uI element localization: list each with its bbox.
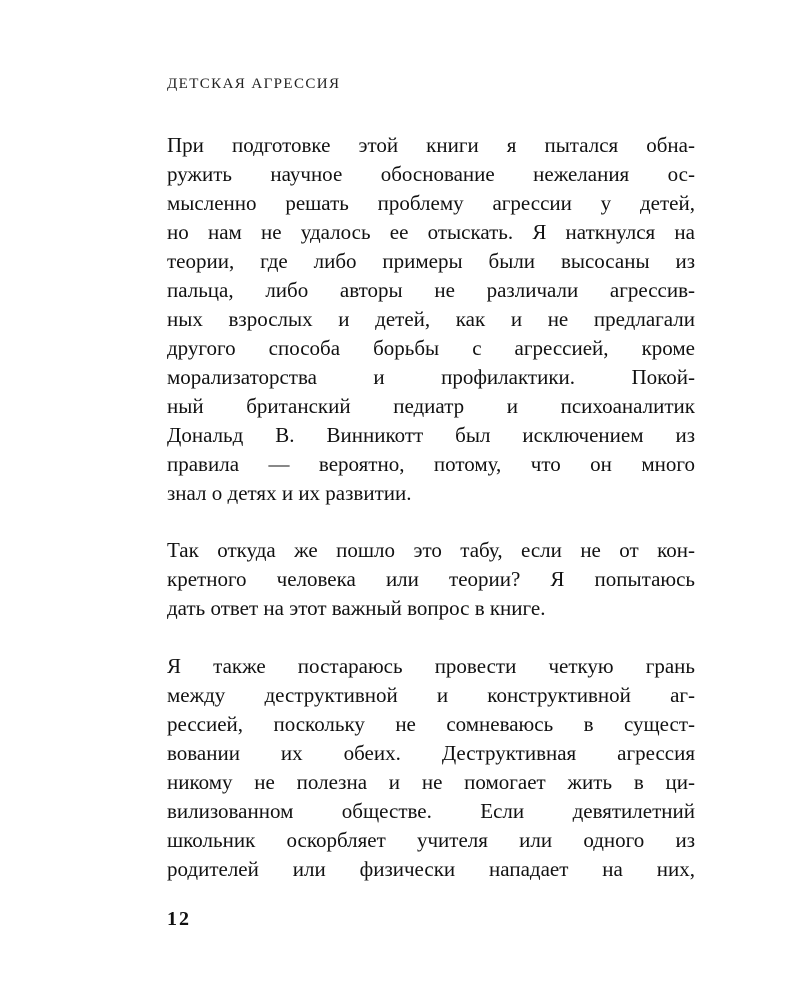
text-line: правила — вероятно, потому, что он много — [167, 452, 695, 476]
paragraph-2 — [167, 536, 695, 623]
text-line: другого способа борьбы с агрессией, кроме — [167, 336, 695, 360]
text-line: вилизованном обществе. Если девятилетний — [167, 799, 695, 823]
text-line: пальца, либо авторы не различали агрессив- — [167, 278, 695, 302]
text-line: ных взрослых и детей, как и не предлагали — [167, 307, 695, 331]
text-line: дать ответ на этот важный вопрос в книге. — [167, 596, 546, 620]
text-line: При подготовке этой книги я пытался обна- — [167, 133, 695, 157]
text-line: ный британский педиатр и психоаналитик — [167, 394, 695, 418]
text-line: рессией, поскольку не сомневаюсь в сущест- — [167, 712, 695, 736]
text-line: Я также постараюсь провести четкую грань — [167, 654, 695, 678]
paragraph-1 — [167, 131, 695, 508]
text-line: родителей или физически нападает на них, — [167, 857, 695, 881]
paragraph-3 — [167, 652, 695, 884]
text-line: вовании их обеих. Деструктивная агрессия — [167, 741, 695, 765]
text-line: никому не полезна и не помогает жить в ци- — [167, 770, 695, 794]
running-header: ДЕТСКАЯ АГРЕССИЯ — [167, 76, 341, 92]
text-line: ружить научное обоснование нежелания ос- — [167, 162, 695, 186]
page-number: 12 — [167, 908, 191, 930]
text-line: школьник оскорбляет учителя или одного из — [167, 828, 695, 852]
text-line: знал о детях и их развитии. — [167, 481, 412, 505]
text-line: морализаторства и профилактики. Покой- — [167, 365, 695, 389]
text-line: кретного человека или теории? Я попытаюсь — [167, 567, 695, 591]
text-line: теории, где либо примеры были высосаны из — [167, 249, 695, 273]
text-line: Так откуда же пошло это табу, если не от кон- — [167, 538, 695, 562]
text-line: Дональд В. Винникотт был исключением из — [167, 423, 695, 447]
text-line: мысленно решать проблему агрессии у детей, — [167, 191, 695, 215]
text-line: но нам не удалось ее отыскать. Я наткнулся на — [167, 220, 695, 244]
text-line: между деструктивной и конструктивной аг- — [167, 683, 695, 707]
